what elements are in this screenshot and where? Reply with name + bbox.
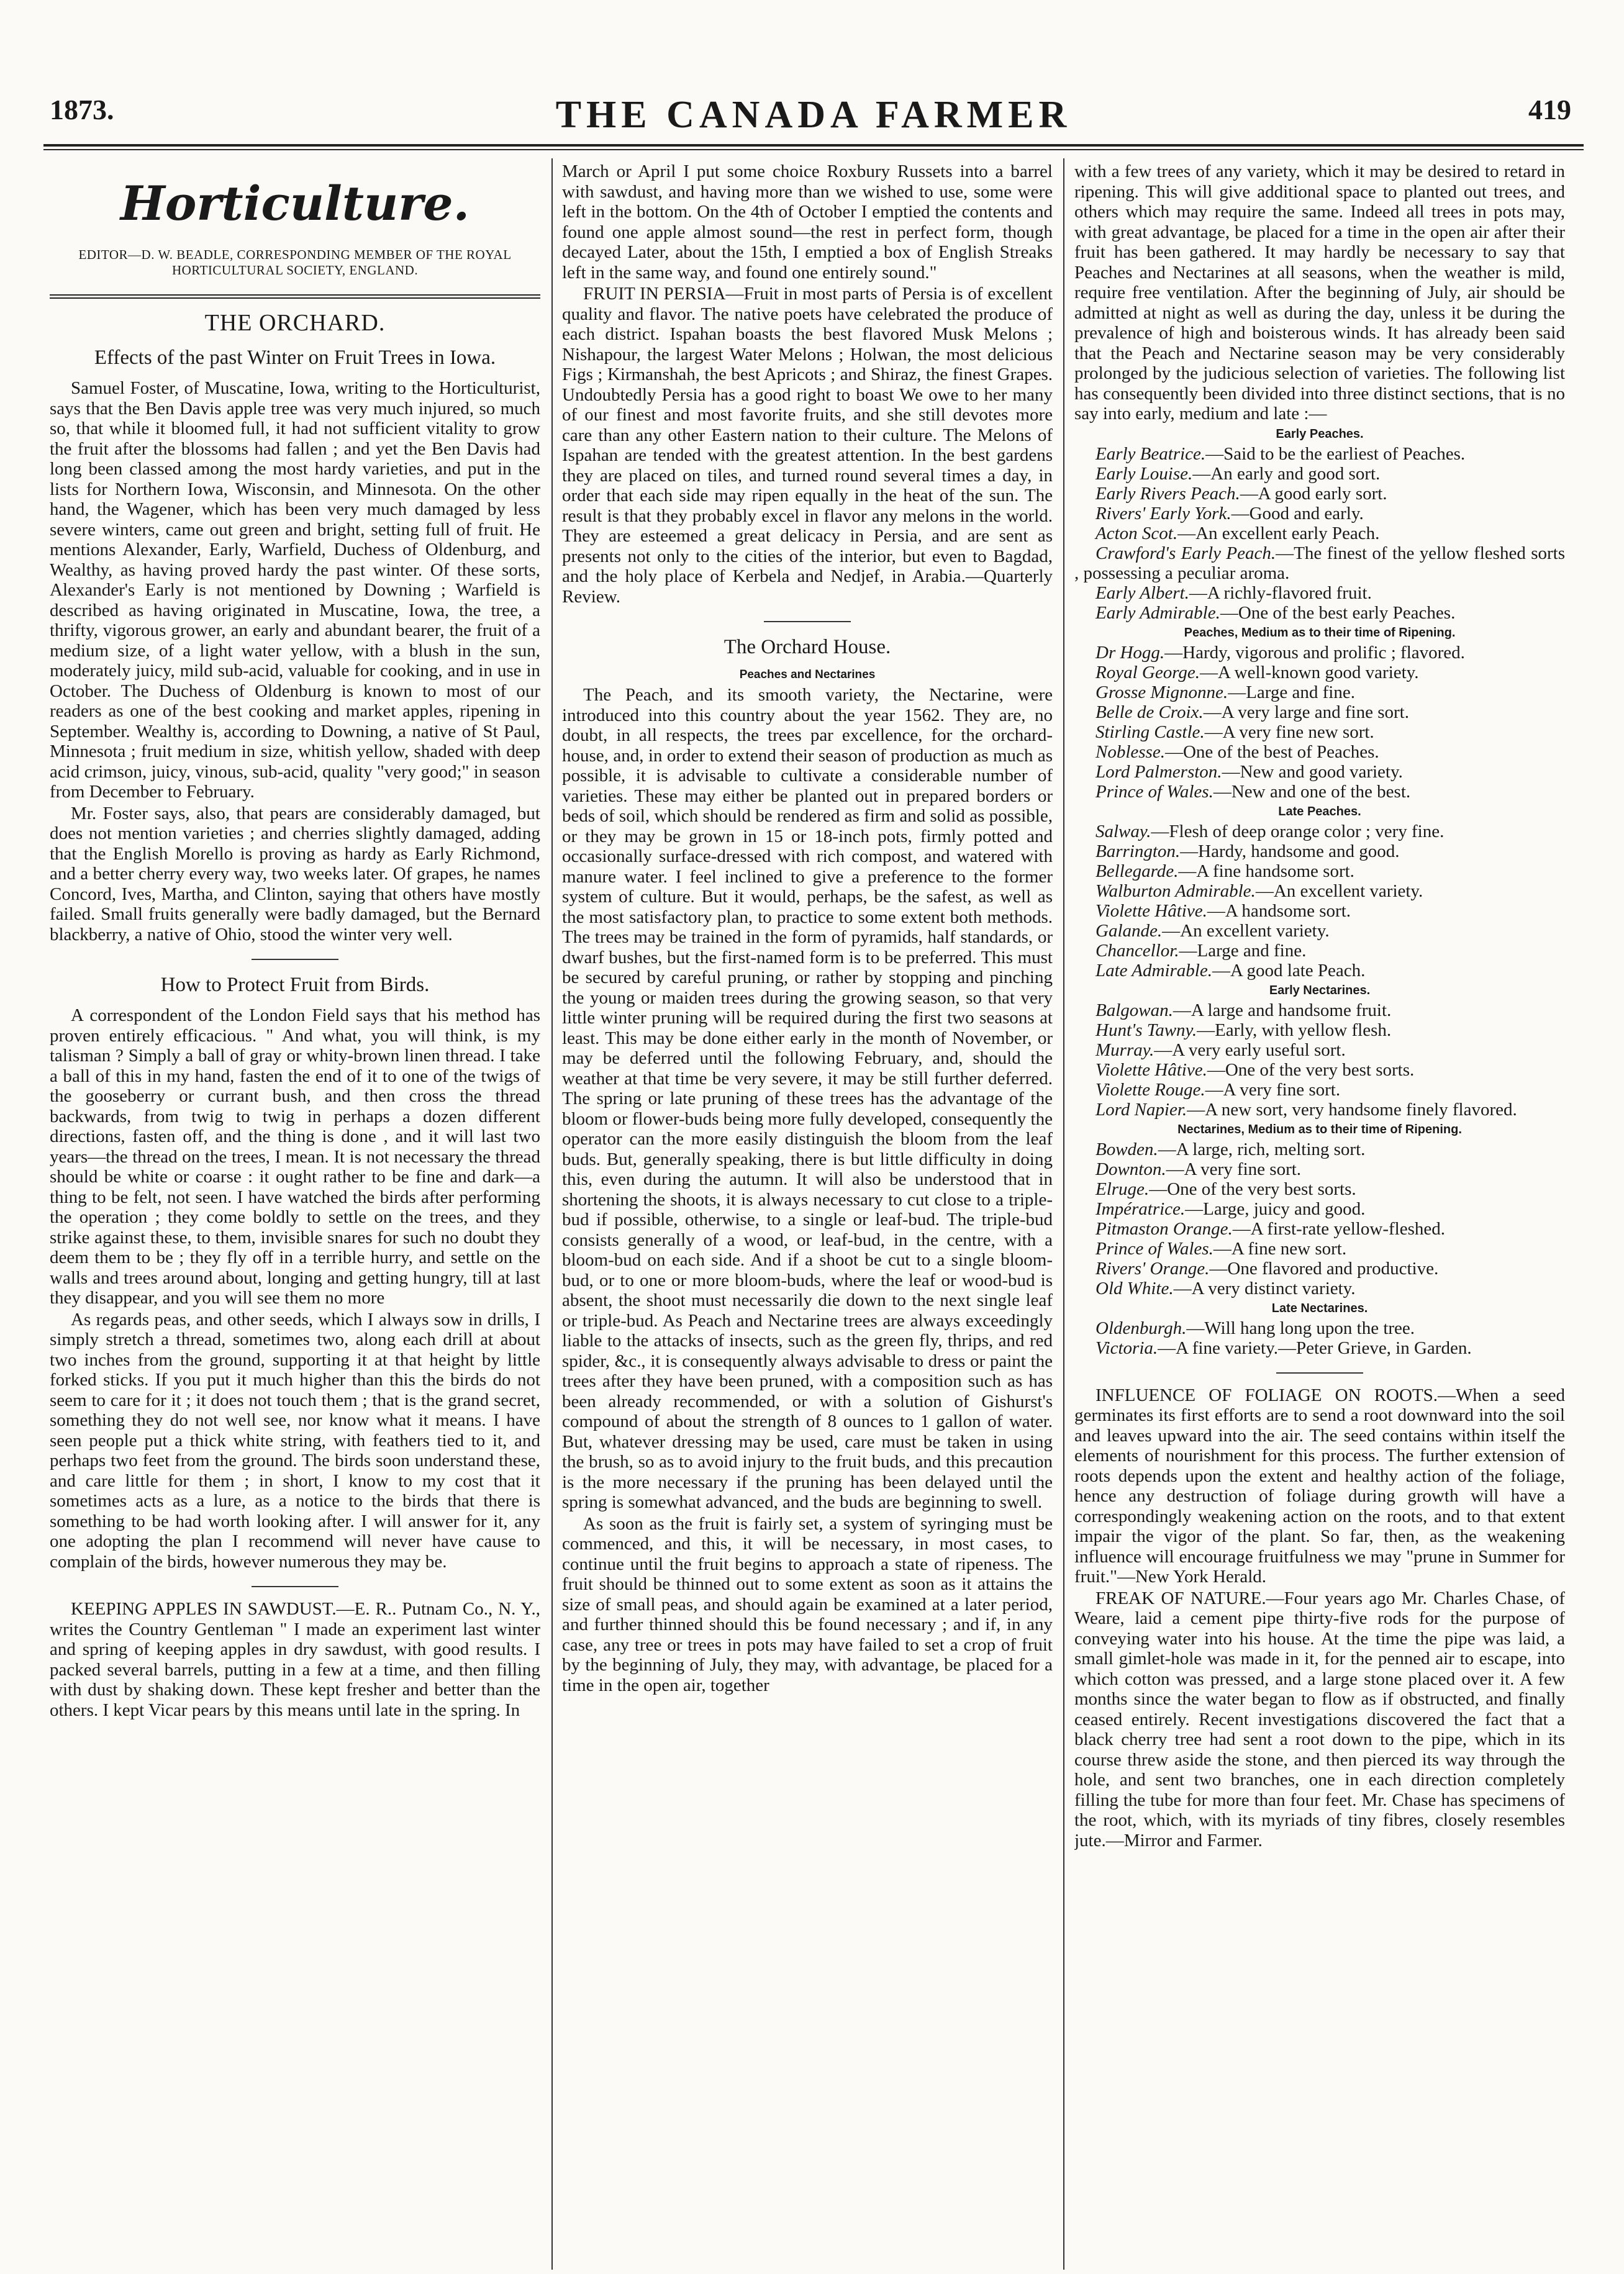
- list-item: [1074, 782, 1565, 802]
- variety-description: —A very distinct variety.: [1173, 1278, 1356, 1298]
- list-item: [1074, 1219, 1565, 1239]
- section-title: Horticulture.: [120, 176, 470, 231]
- variety-name: Impératrice.: [1096, 1198, 1186, 1219]
- article-paragraph: [562, 284, 1053, 607]
- list-heading: Late Peaches.: [1278, 804, 1361, 818]
- masthead-title: THE CANADA FARMER: [555, 94, 1072, 136]
- variety-description: —One of the very best sorts.: [1149, 1179, 1356, 1199]
- list-item: [1074, 1139, 1565, 1159]
- variety-description: —A very early useful sort.: [1154, 1040, 1346, 1060]
- variety-description: —One flavored and productive.: [1209, 1258, 1439, 1279]
- article-paragraph: [50, 1599, 540, 1720]
- list-item: [1074, 484, 1565, 504]
- variety-description: —A large and handsome fruit.: [1173, 1000, 1392, 1020]
- article-title: Effects of the past Winter on Fruit Trees in Iowa.: [94, 347, 496, 369]
- variety-name: Grosse Mignonne.: [1096, 682, 1228, 702]
- variety-name: Early Rivers Peach.: [1096, 483, 1240, 504]
- list-item: [1074, 1080, 1565, 1100]
- list-item: [1074, 722, 1565, 742]
- variety-description: —A well-known good variety.: [1200, 662, 1419, 682]
- paragraph-lead: INFLUENCE OF FOLIAGE ON ROOTS.: [1096, 1385, 1438, 1405]
- variety-name: Early Louise.: [1096, 463, 1193, 484]
- variety-description: —Said to be the earliest of Peaches.: [1205, 443, 1466, 464]
- list-item: [1074, 901, 1565, 921]
- variety-name: Early Admirable.: [1096, 602, 1220, 623]
- paragraph-body: —When a seed germinates its first efforts are to send a root downward into the soil and leaves upward into the air. The seed contains within itself the elements of nourishment for this process. The further extension of roots depends upon the extent and healthy action of the foliage, hence any destruction of foliage during growth will have a correspondingly weakening action on the roots, and to that extent impair the vigor of the plant. So far, then, as the weakening influence will encourage fruitfulness we may "prune in Summer for fruit."—New York Herald.: [1074, 1385, 1565, 1587]
- separator: [1074, 1368, 1565, 1378]
- variety-name: Bellegarde.: [1096, 861, 1179, 881]
- article-title: How to Protect Fruit from Birds.: [160, 974, 430, 996]
- list-heading: Nectarines, Medium as to their time of Ripening.: [1177, 1122, 1462, 1136]
- list-item: [1074, 1100, 1565, 1120]
- list-item: [1074, 464, 1565, 484]
- variety-description: —A very fine new sort.: [1204, 722, 1374, 742]
- list-item: [1074, 921, 1565, 941]
- variety-name: Walburton Admirable.: [1096, 881, 1256, 901]
- variety-name: Late Admirable.: [1096, 960, 1212, 981]
- list-item: [1074, 1040, 1565, 1060]
- variety-name: Downton.: [1096, 1159, 1166, 1179]
- list-item: [1074, 682, 1565, 702]
- article-paragraph: [1074, 1385, 1565, 1587]
- list-item: [1074, 1199, 1565, 1219]
- list-item: [1074, 603, 1565, 623]
- list-item: [1074, 444, 1565, 464]
- header-rule: [43, 144, 1584, 147]
- variety-lists: [1074, 427, 1565, 1358]
- variety-description: —Will hang long upon the tree.: [1186, 1318, 1415, 1338]
- list-item: [1074, 941, 1565, 961]
- list-heading: Early Peaches.: [1276, 427, 1364, 441]
- variety-description: —A handsome sort.: [1207, 900, 1351, 921]
- variety-name: Royal George.: [1096, 662, 1200, 682]
- variety-description: —New and good variety.: [1222, 761, 1403, 782]
- variety-name: Lord Napier.: [1096, 1099, 1187, 1120]
- page-header: [43, 93, 1584, 143]
- article-paragraph: As soon as the fruit is fairly set, a system of syringing must be commenced, and this, it will be necessary, in most cases, to continue until the fruit begins to approach a state of ripeness. The fruit should be thinned out to some extent as soon as it attains the size of small peas, and should again be examined at a later period, and further thinned should this be found necessary ; and if, in any case, any tree or trees in pots may have failed to set a crop of fruit by the beginning of July, they may, with advantage, be placed for a time in the open air, together: [562, 1513, 1053, 1695]
- paragraph-body: —Fruit in most parts of Persia is of excellent quality and flavor. The native poets have celebrated the produce of each district. Ispahan boasts the best flavored Musk Melons ; Nishapour, the largest Water Melons ; Holwan, the most delicious Figs ; Kirmanshah, the best Apricots ; and Shiraz, the finest Grapes. Undoubtedly Persia has a good right to boast We owe to her many of our finest and most favorite fruits, and she still devotes more care than any other Eastern nation to their culture. The Melons of Ispahan are tended with the greatest attention. In the best gardens they are placed on tiles, and turned round several times a day, in order that each side may ripen equally in the heat of the sun. The result is that they probably excel in flavor any melons in the world. They are esteemed a great delicacy in Persia, and are sent as presents not only to the cities of the interior, but even to Bagdad, and the holy place of Kerbela and Nedjef, in Arabia.—Quarterly Review.: [562, 284, 1053, 607]
- variety-description: —A large, rich, melting sort.: [1158, 1139, 1366, 1159]
- variety-description: —Hardy, handsome and good.: [1180, 841, 1400, 861]
- variety-name: Rivers' Orange.: [1096, 1258, 1210, 1279]
- variety-name: Salway.: [1096, 821, 1151, 841]
- variety-name: Old White.: [1096, 1278, 1174, 1298]
- list-item: [1074, 1239, 1565, 1259]
- article-title: The Orchard House.: [724, 636, 891, 658]
- list-item: [1074, 702, 1565, 722]
- variety-name: Early Albert.: [1096, 582, 1189, 603]
- variety-description: —A fine new sort.: [1213, 1238, 1347, 1259]
- variety-description: —New and one of the best.: [1213, 781, 1411, 802]
- variety-description: —A fine variety.—Peter Grieve, in Garden.: [1158, 1338, 1472, 1358]
- variety-name: Dr Hogg.: [1096, 642, 1165, 663]
- list-item: [1074, 1318, 1565, 1338]
- list-item: [1074, 663, 1565, 682]
- variety-name: Balgowan.: [1096, 1000, 1173, 1020]
- list-item: [1074, 881, 1565, 901]
- article-paragraph: with a few trees of any variety, which it may be desired to retard in ripening. This will give additional space to planted out trees, and others which may require the same. Indeed all trees in pots may, with great advantage, be placed for a time in the open air after their fruit has been gathered. It may hardly be necessary to say that Peaches and Nectarines at all seasons, when the weather is mild, require free ventilation. After the beginning of July, air should be admitted at night as well as during the day, unless it be during the prevalence of high and boisterous winds. It has already been said that the Peach and Nectarine season may be very considerably prolonged by the judicious selection of varieties. The following list has consequently been divided into three distinct sections, that is no say into early, medium and late :—: [1074, 161, 1565, 424]
- variety-description: —A fine handsome sort.: [1178, 861, 1354, 881]
- variety-name: Violette Hâtive.: [1096, 1059, 1207, 1080]
- variety-description: —An excellent variety.: [1162, 920, 1330, 941]
- variety-description: —A good early sort.: [1240, 483, 1387, 504]
- variety-description: —A very fine sort.: [1205, 1079, 1341, 1100]
- variety-description: —Good and early.: [1231, 503, 1364, 523]
- list-item: [1074, 1179, 1565, 1199]
- editor-line: EDITOR—D. W. BEADLE, CORRESPONDING MEMBER OF THE ROYAL HORTICULTURAL SOCIETY, ENGLAND.: [78, 247, 512, 278]
- variety-description: —Large and fine.: [1228, 682, 1355, 702]
- list-item: [1074, 1338, 1565, 1358]
- variety-description: —A richly-flavored fruit.: [1189, 582, 1372, 603]
- variety-description: —A first-rate yellow-fleshed.: [1232, 1218, 1445, 1239]
- list-item: [1074, 1000, 1565, 1020]
- list-item: [1074, 1259, 1565, 1279]
- variety-name: Murray.: [1096, 1040, 1154, 1060]
- article-paragraph: Samuel Foster, of Muscatine, Iowa, writing to the Horticulturist, says that the Ben Davis apple tree was very much injured, so much so, that while it bloomed full, it had not sufficient vitality to grow the fruit after the blossoms had fallen ; and yet the Ben Davis had long been classed among the most hardy varieties, and put in the lists for Northern Iowa, Wisconsin, and Minnesota. On the other hand, the Wagener, which has been very much damaged by less severe winters, came out green and bright, setting full of fruit. He mentions Alexander, Early, Warfield, Duchess of Oldenburg, and Wealthy, as having proved hardy the past winter. Of these sorts, Alexander's Early is not mentioned by Downing ; Warfield is described as having originated in Muscatine, Iowa, the tree, a thrifty, vigorous grower, an early and abundant bearer, the fruit of a medium size, of a light water yellow, with a blush in the sun, moderately juicy, mild sub-acid, valuable for cooking, and in use in October. The Duchess of Oldenburg is known to most of our readers as one of the best cooking and market apples, ripening in September. Wealthy is, according to Downing, a native of St Paul, Minnesota ; fruit medium in size, whitish yellow, shaded with deep acid crimson, juicy, vinous, sub-acid, quality "very good;" in season from December to February.: [50, 378, 540, 802]
- separator: [50, 954, 540, 964]
- variety-description: —Early, with yellow flesh.: [1197, 1020, 1392, 1040]
- variety-name: Rivers' Early York.: [1096, 503, 1232, 523]
- variety-name: Early Beatrice.: [1096, 443, 1206, 464]
- variety-name: Prince of Wales.: [1096, 781, 1213, 802]
- variety-name: Hunt's Tawny.: [1096, 1020, 1197, 1040]
- variety-description: —One of the very best sorts.: [1207, 1059, 1415, 1080]
- list-item: [1074, 543, 1565, 583]
- variety-description: —Large, juicy and good.: [1185, 1198, 1366, 1219]
- variety-name: Belle de Croix.: [1096, 702, 1204, 722]
- variety-name: Stirling Castle.: [1096, 722, 1205, 742]
- variety-name: Elruge.: [1096, 1179, 1150, 1199]
- list-item: [1074, 504, 1565, 523]
- variety-name: Galande.: [1096, 920, 1163, 941]
- list-heading: Late Nectarines.: [1271, 1301, 1368, 1315]
- variety-name: Bowden.: [1096, 1139, 1158, 1159]
- list-item: [1074, 822, 1565, 841]
- variety-name: Violette Rouge.: [1096, 1079, 1205, 1100]
- variety-description: —A new sort, very handsome finely flavored.: [1187, 1099, 1517, 1120]
- variety-description: —A very fine sort.: [1166, 1159, 1302, 1179]
- variety-description: —A good late Peach.: [1212, 960, 1366, 981]
- orchard-heading: THE ORCHARD.: [204, 310, 386, 336]
- variety-description: —One of the best early Peaches.: [1220, 602, 1456, 623]
- variety-name: Barrington.: [1096, 841, 1181, 861]
- page-number: 419: [1528, 94, 1571, 125]
- list-item: [1074, 523, 1565, 543]
- variety-description: —An early and good sort.: [1192, 463, 1381, 484]
- variety-name: Chancellor.: [1096, 940, 1179, 961]
- list-item: [1074, 1060, 1565, 1080]
- column-divider: [551, 158, 553, 2270]
- list-item: [1074, 1279, 1565, 1298]
- paragraph-lead: KEEPING APPLES IN SAWDUST.: [71, 1599, 337, 1619]
- variety-description: —A very large and fine sort.: [1203, 702, 1409, 722]
- article-paragraph: [1074, 1588, 1565, 1851]
- list-item: [1074, 841, 1565, 861]
- list-item: [1074, 961, 1565, 981]
- list-item: [1074, 861, 1565, 881]
- variety-name: Lord Palmerston.: [1096, 761, 1222, 782]
- column-3: [1074, 161, 1565, 2260]
- variety-name: Violette Hâtive.: [1096, 900, 1207, 921]
- variety-name: Pitmaston Orange.: [1096, 1218, 1233, 1239]
- column-2: [562, 161, 1053, 2260]
- list-item: [1074, 643, 1565, 663]
- column-divider: [1063, 158, 1064, 2270]
- paragraph-body: —Four years ago Mr. Charles Chase, of Weare, laid a cement pipe thirty-five rods for the purpose of conveying water into his house. At the time the pipe was laid, a small gimlet-hole was made in it, for the penned air to escape, into which cotton was pressed, and a large stone placed over it. A few months since the water began to flow as if obstructed, and finally ceased entirely. Recent investigations discovered the fact that a black cherry tree had sent a root down to the pipe, which in its course threw aside the stone, and then pierced its way through the hole, and sent two branches, one in each direction completely filling the tube for more than four feet. Mr. Chase has specimens of the root, which, with its myriads of tiny fibres, closely resembles jute.—Mirror and Farmer.: [1074, 1588, 1565, 1850]
- article-paragraph: Mr. Foster says, also, that pears are considerably damaged, but does not mention varieties ; and cherries slightly damaged, adding that the English Morello is proving as hardy as Early Richmond, and a better cherry every way, two weeks later. Of grapes, he names Concord, Ives, Martha, and Clinton, saying that others have mostly failed. Small fruits generally were badly damaged, but the Bernard blackberry, a native of Ohio, stood the winter very well.: [50, 803, 540, 944]
- article-paragraph: The Peach, and its smooth variety, the Nectarine, were introduced into this country about the year 1562. They are, no doubt, in all respects, the trees par excellence, for the orchard-house, and, in order to extend their season of production as much as possible, it is advisable to cultivate a considerable number of varieties. These may either be planted out in prepared borders or beds of soil, which should be rendered as firm and solid as possible, or they may be grown in 15 or 18-inch pots, firmly potted and occasionally surface-dressed with rich compost, and watered with manure water. I feel inclined to give a preference to the former system of culture. But it would, perhaps, be the safest, as well as the most satisfactory plan, to practice to some extent both methods. The trees may be trained in the form of pyramids, half standards, or dwarf bushes, but the first-named form is to be preferred. This must be secured by careful pruning, or rather by stopping and pinching the young or maiden trees during the growing season, so that very little winter pruning will be required during the first two seasons at least. This may be done either early in the month of November, or may be deferred until the following February, and, should the weather at that time be very severe, it may be still further deferred. The spring or late pruning of these trees has the advantage of the bloom or flower-buds being more fully developed, consequently the operator can the more easily distinguish the bloom from the leaf buds. But, generally speaking, there is but little difficulty in doing this, even during the autumn. It will also be understood that in shortening the shoots, it is always necessary to cut close to a triple-bud if possible, otherwise, to a single or leaf-bud. The triple-bud consists generally of a wood, or leaf-bud, in the centre, with a bloom-bud on each side. And if a shoot be cut to a single bloom-bud, or to one or more bloom-buds, where the leaf or wood-bud is absent, the shoot must necessarily die down to the next single leaf or triple-bud. As Peach and Nectarine trees are always exceedingly liable to the attacks of insects, such as the green fly, thrips, and red spider, &c., it is consequently always advisable to dress or paint the trees after they have been pruned, with a composition such as has been already recommended, or with a solution of Gishurst's compound of about the strength of 8 ounces to 1 gallon of water. But, whatever dressing may be used, care must be taken in using the brush, so as to avoid injury to the fruit buds, and this precaution is the more necessary if the pruning has been delayed until the spring is somewhat advanced, and the buds are beginning to swell.: [562, 685, 1053, 1512]
- paragraph-body: —E. R.. Putnam Co., N. Y., writes the Country Gentleman " I made an experiment last winter and spring of keeping apples in dry sawdust, with good results. I packed several barrels, putting in a few at a time, and then filling with dust by shaking down. These kept fresher and better than the others. I kept Vicar pears by this means until late in the spring. In: [50, 1599, 540, 1720]
- variety-name: Acton Scot.: [1096, 523, 1178, 543]
- variety-description: —An excellent early Peach.: [1177, 523, 1380, 543]
- variety-description: —Flesh of deep orange color ; very fine.: [1151, 821, 1445, 841]
- list-item: [1074, 742, 1565, 762]
- variety-name: Crawford's Early Peach.: [1096, 543, 1276, 563]
- variety-name: Noblesse.: [1096, 741, 1165, 762]
- paragraph-lead: FREAK OF NATURE.: [1096, 1588, 1266, 1608]
- variety-name: Victoria.: [1096, 1338, 1158, 1358]
- article-paragraph: March or April I put some choice Roxbury Russets into a barrel with sawdust, and having more than we wished to use, some were left in the bottom. On the 4th of October I emptied the contents and found one apple almost sound—the rest in perfect form, though decayed Later, about the 15th, I emptied a box of English Streaks left in the same way, and found one entirely sound.": [562, 161, 1053, 283]
- variety-name: Prince of Wales.: [1096, 1238, 1213, 1259]
- paragraph-lead: FRUIT IN PERSIA: [583, 284, 726, 304]
- variety-description: —Large and fine.: [1179, 940, 1307, 961]
- column-1: [50, 161, 540, 2260]
- list-item: [1074, 1020, 1565, 1040]
- separator: [50, 1582, 540, 1592]
- double-rule: [50, 294, 540, 299]
- article-subtitle: Peaches and Nectarines: [739, 668, 876, 681]
- variety-description: —The finest of the yellow fleshed sorts , possessing a peculiar aroma.: [1074, 543, 1565, 583]
- separator: [562, 617, 1053, 627]
- variety-description: —An excellent variety.: [1255, 881, 1423, 901]
- header-year: 1873.: [50, 94, 114, 125]
- list-item: [1074, 583, 1565, 603]
- variety-name: Oldenburgh.: [1096, 1318, 1187, 1338]
- header-rule-thin: [43, 149, 1584, 150]
- list-item: [1074, 1159, 1565, 1179]
- article-paragraph: As regards peas, and other seeds, which I always sow in drills, I simply stretch a thread, sometimes two, along each drill at about two inches from the ground, supporting it at that height by little forked sticks. If you put it much higher than this the birds do not seem to care for it ; it does not touch them ; that is the grand secret, something they do not well see, nor know what it means. I have seen people put a thick white string, with feathers tied to it, and perhaps two feet from the ground. The birds soon understand these, and care little for them ; in short, I know to my cost that it sometimes acts as a lure, as a notice to the birds that there is something to be had worth looking after. I will answer for it, any one adopting the plan I recommend will never have cause to complain of the birds, however numerous they may be.: [50, 1309, 540, 1572]
- article-paragraph: A correspondent of the London Field says that his method has proven entirely efficacious. " And what, you will think, is my talisman ? Simply a ball of gray or whity-brown linen thread. I take a ball of this in my hand, fasten the end of it to one of the twigs of the gooseberry or currant bush, and then cross the thread backwards, from twig to twig in perhaps a dozen different directions, fasten off, and the thing is done , and it will last two years—the thread on the trees, I mean. It is not necessary the thread should be white or coarse : it ought rather to be fine and dark—a thing to be felt, not seen. I have watched the birds after performing the operation ; they come boldly to settle on the trees, and they strike against these, to them, invisible snares for such no doubt they deem them to be ; they fly off in a terrible hurry, and settle on the walls and trees around about, longing and getting hungry, till at last they disappear, and you will see them no more: [50, 1005, 540, 1308]
- variety-description: —One of the best of Peaches.: [1164, 741, 1379, 762]
- list-heading: Early Nectarines.: [1269, 983, 1371, 997]
- list-heading: Peaches, Medium as to their time of Ripening.: [1184, 625, 1456, 640]
- variety-description: —Hardy, vigorous and prolific ; flavored.: [1164, 642, 1465, 663]
- list-item: [1074, 762, 1565, 782]
